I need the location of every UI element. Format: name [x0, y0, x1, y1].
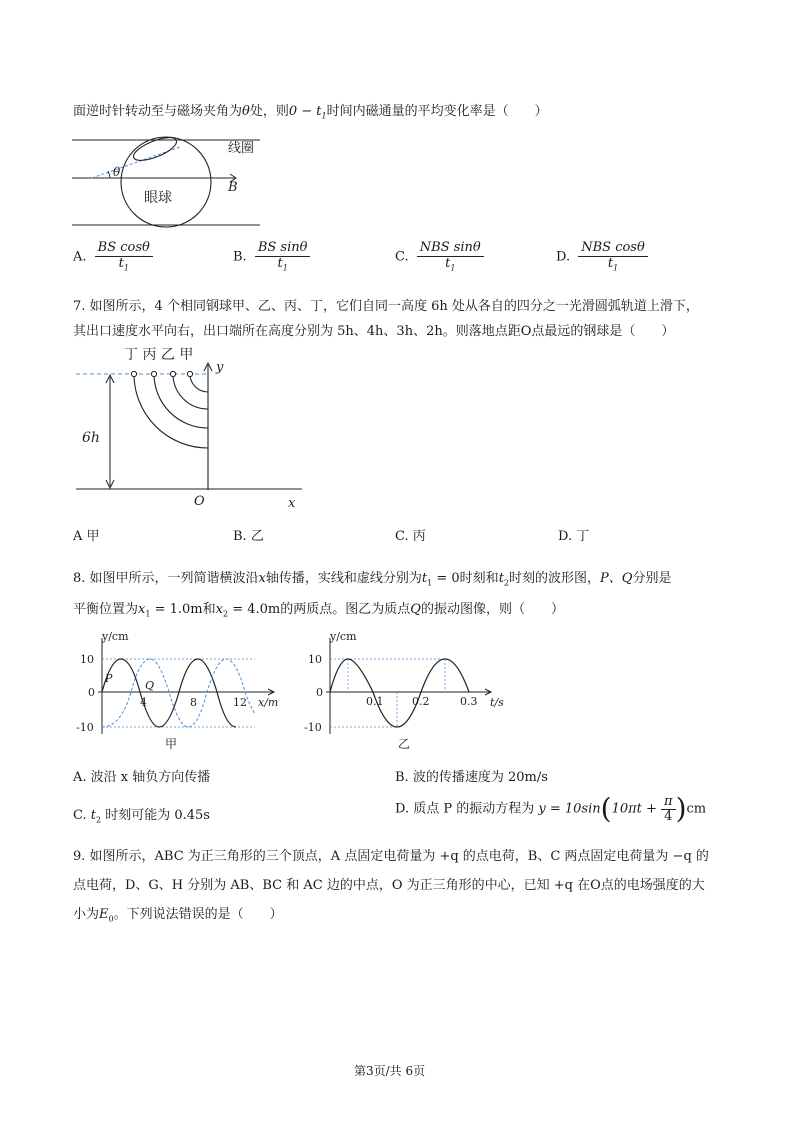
ball-bing — [151, 371, 156, 376]
angle-arc — [108, 171, 110, 178]
field-label: B — [228, 180, 238, 195]
q8-option-d[interactable]: D. 质点 P 的振动方程为 y = 10sin(10πt + $\frac{\pi}{4}$ )cm — [395, 792, 707, 825]
q9-line2: 点电荷，D、G、H 分别为 AB、BC 和 AC 边的中点，O 为正三角形的中心，已知 +q 在O点的电场强度的大 — [73, 878, 705, 893]
y-tick-10: 10 — [80, 653, 94, 666]
x-tick-12: 12 — [233, 696, 247, 709]
q6-option-c[interactable] — [395, 241, 484, 273]
q9-line1: 9. 如图所示，ABC 为正三角形的三个顶点，A 点固定电荷量为 +q 的点电荷，B、C 两点固定电荷量为 −q 的 — [73, 849, 709, 864]
x-axis-label: x — [288, 496, 296, 511]
figure-caption: 甲 — [165, 737, 178, 751]
option-denominator: $t_1$ — [118, 255, 129, 273]
q8-line1: 8. 如图甲所示，一列简谐横波沿x轴传播，实线和虚线分别为$t_1 = 0$时刻和$t_2$时刻的波形图，P、Q分别是 — [73, 571, 672, 588]
figure-caption: 乙 — [398, 737, 411, 751]
track-jia — [190, 374, 208, 392]
option-numerator: NBS cosθ — [578, 241, 648, 257]
option-denominator: $t_1$ — [445, 255, 456, 273]
ball-jia — [187, 371, 192, 376]
q6-stem-a: 面逆时针转动至与磁场夹角为 — [73, 104, 243, 119]
y-tick-0: 0 — [316, 686, 323, 699]
p-label: P — [105, 672, 113, 685]
q6-stem-c: 时间内磁通量的平均变化率是（ ） — [326, 104, 548, 119]
q8-option-c[interactable]: C. $t_2$ 时刻可能为 0.45s — [73, 808, 210, 825]
ball-ding — [131, 371, 136, 376]
y-tick-0: 0 — [88, 686, 95, 699]
option-letter: A. — [73, 249, 87, 265]
x-tick-0.1: 0.1 — [366, 695, 384, 708]
q6-option-a[interactable] — [73, 241, 153, 273]
q7-line1: 7. 如图所示，4 个相同钢球甲、乙、丙、丁，它们自同一高度 6h 处从各自的四分之一光滑圆弧轨道上滑下， — [73, 299, 699, 314]
q-label: Q — [145, 679, 155, 692]
x-tick-8: 8 — [190, 696, 197, 709]
y-tick-neg10: -10 — [304, 721, 322, 734]
coil-ellipse — [131, 133, 180, 165]
q8-option-b[interactable]: B. 波的传播速度为 20m/s — [395, 770, 548, 785]
q7-option-d[interactable]: D. 丁 — [558, 529, 590, 544]
ball-label: 眼球 — [144, 190, 172, 206]
option-letter: C. — [395, 249, 409, 265]
option-denominator: $t_1$ — [607, 255, 619, 273]
q6-option-b[interactable] — [233, 241, 310, 273]
option-numerator: BS cosθ — [95, 241, 153, 257]
y-axis-label: y — [216, 360, 224, 375]
x-tick-0.2: 0.2 — [412, 695, 430, 708]
q7-option-a[interactable]: A 甲 — [73, 529, 100, 544]
q9-line3: 小为$E_0$。下列说法错误的是（ ） — [73, 907, 283, 924]
q6-theta: θ — [242, 104, 250, 119]
y-axis-label: y/cm — [330, 630, 357, 643]
q7-line2: 其出口速度水平向右，出口端所在高度分别为 5h、4h、3h、2h。则落地点距O点最远的钢球是（ ） — [73, 324, 675, 339]
option-denominator: $t_1$ — [277, 255, 288, 273]
q7-figure — [70, 345, 310, 515]
option-letter: B. — [233, 249, 247, 265]
balls-label: 丁 丙 乙 甲 — [124, 347, 194, 363]
x-axis-label: t/s — [490, 696, 504, 709]
vibration-curve — [330, 659, 469, 727]
x-tick-0.3: 0.3 — [460, 695, 478, 708]
coil-label: 线圈 — [228, 141, 255, 156]
page-number: 第3页/共 6页 — [354, 1064, 426, 1078]
q7-option-c[interactable]: C. 丙 — [395, 529, 426, 544]
y-tick-10: 10 — [308, 653, 322, 666]
q6-interval: $0 - t_1$ — [288, 104, 327, 121]
q8-figure-jia — [70, 626, 290, 754]
ball-yi — [170, 371, 175, 376]
q6-option-d[interactable] — [556, 241, 648, 273]
x-tick-4: 4 — [140, 696, 147, 709]
q6-stem — [73, 100, 548, 121]
q6-stem-b: 处，则 — [249, 104, 289, 119]
q8-line2: 平衡位置为$x_1 = 1.0m$和$x_2 = 4.0m$的两质点。图乙为质点Q的振动图像，则（ ） — [73, 602, 564, 619]
option-letter: D. — [556, 249, 571, 265]
option-numerator: NBS sinθ — [417, 241, 484, 257]
origin-label: O — [194, 494, 205, 509]
option-numerator: BS sinθ — [255, 241, 311, 257]
y-tick-neg10: -10 — [76, 721, 94, 734]
track-bing — [154, 374, 208, 428]
q8-figure-yi — [300, 626, 520, 754]
angle-label: θ — [113, 165, 121, 179]
q8-option-a[interactable]: A. 波沿 x 轴负方向传播 — [73, 770, 211, 785]
track-ding — [134, 374, 208, 448]
q7-option-b[interactable]: B. 乙 — [233, 529, 264, 544]
height-label: 6h — [82, 430, 100, 446]
eyeball-circle — [121, 137, 211, 227]
x-axis-label: x/m — [258, 696, 279, 709]
q6-figure — [70, 125, 270, 237]
y-axis-label: y/cm — [102, 630, 129, 643]
